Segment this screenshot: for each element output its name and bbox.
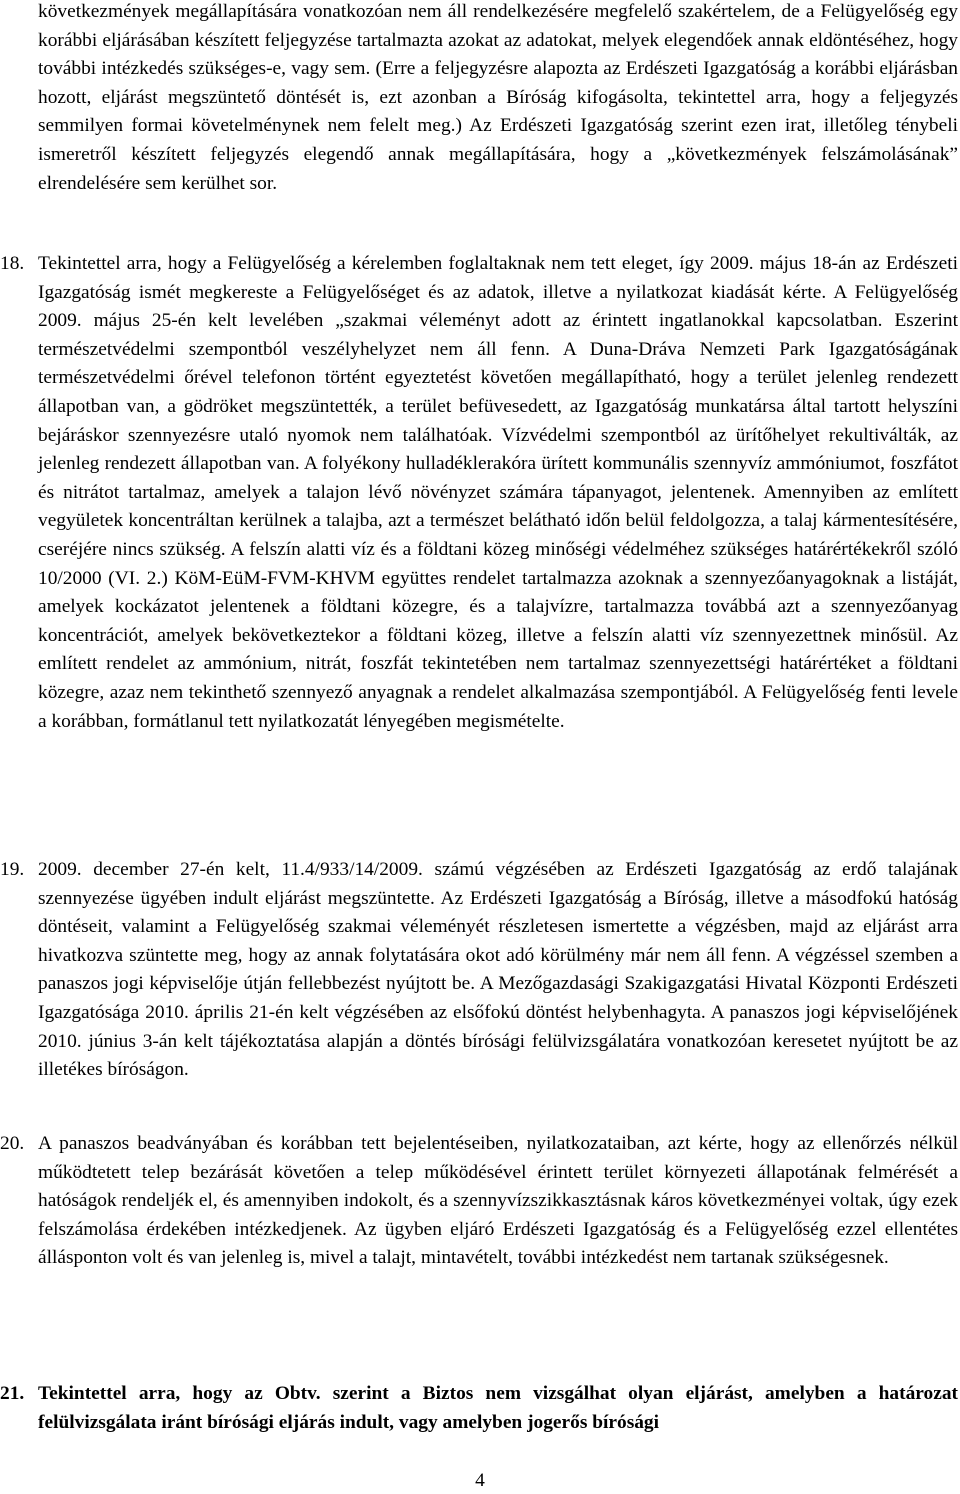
paragraph-number: 21. bbox=[0, 1383, 25, 1404]
paragraph-number: 19. bbox=[0, 859, 25, 880]
paragraph-number: 18. bbox=[0, 253, 25, 274]
paragraph-text: A panaszos beadványában és korábban tett bejelentéseiben, nyilatkozataiban, azt kérte, hogy az ellenőrzés nélkül működtetett telep bezárását követően a telep működésével érintett terület környezeti állapotának felmérését a hatóságok rendeljék el, és amennyiben indokolt, és a szennyvízszikkasztásnak káros következményei voltak, úgy ezek felszámolása érdekében intézkedjenek. Az ügyben eljáró Erdészeti Igazgatóság és a Felügyelőség ezzel ellentétes állásponton volt és van jelenleg is, mivel a talajt, mintavételt, további intézkedést nem tartanak szükségesnek. bbox=[38, 1133, 958, 1269]
paragraph-number: 20. bbox=[0, 1133, 25, 1154]
paragraph-text: Tekintettel arra, hogy a Felügyelőség a kérelemben foglaltaknak nem tett eleget, így 2009. május 18-án az Erdészeti Igazgatóság ismét megkereste a Felügyelőséget és az adatok, illetve a nyilatkozat kiadását kérte. A Felügyelőség 2009. május 25-én kelt levelében „szakmai véleményt adott az érintett ingatlanokkal kapcsolatban. Eszerint természetvédelmi szempontból veszélyhelyzet nem áll fenn. A Duna-Dráva Nemzeti Park Igazgatóságának természetvédelmi őrével telefonon történt egyeztetést követően megállapítható, hogy a terület jelenleg rendezett állapotban van, a gödröket megszüntették, a terület befüvesedett, az Igazgatóság munkatársa által tartott helyszíni bejáráskor szennyezésre utaló nyomok nem találhatóak. Vízvédelmi szempontból az ürítőhelyet rekultiválták, az jelenleg rendezett állapotban van. A folyékony hulladéklerakóra ürített kommunális szennyvíz ammóniumot, foszfátot és nitrátot tartalmaz, amelyek a talajon lévő növényzet számára tápanyagot, jelentenek. Amennyiben az említett vegyületek koncentráltan kerülnek a talajba, azt a természet belátható időn belül feldolgozza, a talaj kármentesítésére, cseréjére nincs szükség. A felszín alatti víz és a földtani közeg minőségi védelméhez szükséges határértékekről szóló 10/2000 (VI. 2.) KöM-EüM-FVM-KHVM együttes rendelet tartalmazza azoknak a szennyezőanyagoknak a listáját, amelyek kockázatot jelentenek a földtani közegre, és a talajvízre, tartalmazza továbbá azt a szennyezőanyag koncentrációt, amelyek bekövetkeztekor a földtani közeg, illetve a felszín alatti víz szennyezettnek minősül. Az említett rendelet az ammónium, nitrát, foszfát tekintetében nem tartalmaz szennyezettségi határértéket a földtani közegre, azaz nem tekinthető szennyező anyagnak a rendelet alkalmazása szempontjából. A Felügyelőség fenti levele a korábban, formátlanul tett nyilatkozatát lényegében megismételte. bbox=[38, 253, 958, 732]
paragraph-text: 2009. december 27-én kelt, 11.4/933/14/2009. számú végzésében az Erdészeti Igazgatóság az erdő talajának szennyezése ügyében indult eljárást megszüntette. Az Erdészeti Igazgatóság a Bíróság, illetve a másodfokú hatóság döntéseit, valamint a Felügyelőség szakmai véleményét részletesen ismertette a végzésben, majd az eljárást arra hivatkozva szüntette meg, hogy az annak folytatására okot adó körülmény már nem áll fenn. A végzéssel szemben a panaszos jogi képviselője útján fellebbezést nyújtott be. A Mezőgazdasági Szakigazgatási Hivatal Központi Erdészeti Igazgatósága 2010. április 21-én kelt végzésében az elsőfokú döntést helybenhagyta. A panaszos jogi képviselőjének 2010. június 3-án kelt tájékoztatása alapján a döntés bírósági felülvizsgálatára vonatkozóan keresetet nyújtott be az illetékes bíróságon. bbox=[38, 859, 958, 1081]
numbered-paragraph-18 bbox=[0, 250, 958, 736]
paragraph-text: Tekintettel arra, hogy az Obtv. szerint a Biztos nem vizsgálhat olyan eljárást, amelyben a határozat felülvizsgálata iránt bírósági eljárás indult, vagy amelyben jogerős bírósági bbox=[38, 1383, 958, 1433]
continuation-paragraph: következmények megállapítására vonatkozóan nem áll rendelkezésére megfelelő szakértelem, de a Felügyelőség egy korábbi eljárásában készített feljegyzése tartalmazta azokat az adatokat, melyek elegendőek annak eldöntéséhez, hogy további intézkedés szükséges-e, vagy sem. (Erre a feljegyzésre alapozta az Erdészeti Igazgatóság a korábbi eljárásban hozott, eljárást megszüntető döntését is, ezt azonban a Bíróság kifogásolta, tekintettel arra, hogy a feljegyzés semmilyen formai követelménynek nem felelt meg.) Az Erdészeti Igazgatóság szerint ezen irat, illetőleg ténybeli ismeretről készített feljegyzés elegendő annak megállapítására, hogy a „következmények felszámolásának” elrendelésére sem kerülhet sor. bbox=[38, 1, 958, 194]
numbered-paragraph-20 bbox=[0, 1130, 958, 1273]
numbered-paragraph-19 bbox=[0, 856, 958, 1085]
page-number: 4 bbox=[475, 1470, 485, 1491]
numbered-paragraph-21 bbox=[0, 1380, 958, 1437]
